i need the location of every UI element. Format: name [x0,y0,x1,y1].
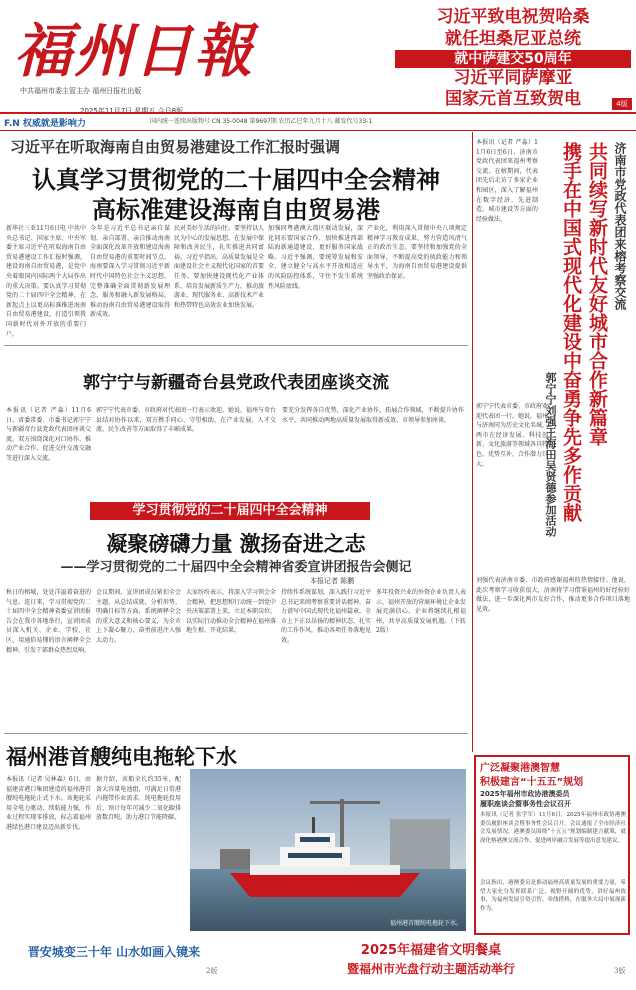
photo-caption: 福州港首艘纯电拖轮下水。 [389,920,462,927]
right-col-text-3: 刘强代表济南市委、市政府感谢福州的热情接待。他说，此次考察学习收获很大，济南将学习借鉴福州的好经验好做法，进一步深化两市友好合作，推动更多合作项目落地见效。 [476,577,630,613]
bay-area-story[interactable] [474,755,630,935]
lead-story[interactable] [0,132,470,344]
port-col-2: 据介绍，该船全长约35米，配备大容量电池组，可满足日常港内拖带作业需求。纯电拖轮投用后，预计每年可减少二氧化碳排放数百吨，助力港口节能降碳。 [96,776,181,822]
right-vertical-sub-1: 济南市党政代表团来榕考察交流 [613,142,627,310]
port-story[interactable] [0,735,470,935]
footer-link-right-line-2: 暨福州市光盘行动主题活动举行 [346,962,515,976]
plenum-col-3: 大家纷纷表示，将深入学习领会全会精神，把思想和行动统一到党中央决策部署上来，立足本职岗位，以实际行动推动全会精神在福州落地生根、开花结果。 [186,589,276,635]
plenum-col-5: 多年投资兴业的外资企业负责人表示，福州开放的营商环境让企业发展充满信心，企业将继续扎根福州，共享高质量发展机遇。（下转2版） [376,589,466,635]
guo-story[interactable] [0,348,470,498]
footer-link-left-text: 晋安城变三十年 山水如画入镜来 [27,945,201,959]
footer-link-right-line-1: 2025年福建省文明餐桌 [360,943,502,958]
divider [4,345,468,346]
guo-col-1: 本报讯（记者 严淼）11月6日，省委常委、市委书记郭宁宁与新疆奇台县党政代表团座谈交流。双方围绕深化对口协作、推动产业合作、促进交往交流交融等进行深入交流。 [6,407,91,462]
lead-col-4: 加强同粤港澳大湾区联动发展，深化同东盟国家合作，加快推进西部陆海新通道建设，更好服务国家战略。习近平强调，要统筹发展和安全，建立健全与高水平开放相适应的风险防控体系，守住不发生系统性风险底线。 [268,225,363,290]
brand-bar [0,112,636,131]
bay-subhead-1: 2025年福州市政协港澳委员 [480,790,570,798]
footer-links [0,938,636,990]
lead-headline-1[interactable]: 认真学习贯彻党的二十届四中全会精神 [32,166,440,194]
right-vertical-headline-1[interactable]: 共同续写新时代友好城市合作新篇章 [586,142,608,446]
footer-link-right[interactable] [230,942,632,980]
right-col-text-2: 郭宁宁代表市委、市政府欢迎代表团一行。她说，福州与济南同为历史文化名城，两市在经济发展、科技创新、文化旅游等领域各具特色、优势互补，合作潜力巨大。 [476,403,548,468]
footer-page-ref-right: 3版 [614,967,626,975]
anniversary-line-1: 习近平同萨摩亚 [453,68,573,88]
top-headlines [395,6,631,50]
anniversary-line-2: 国家元首互致贺电 [445,89,581,109]
issue-info: 国内统一连续出版物号 CN 35-0048 第9697期 农历乙巳年九月十八 邮发代号33-1 [150,118,373,125]
bay-headline-2[interactable]: 积极建言“十五五”规划 [480,777,584,788]
bay-subhead-2: 履职座谈会暨事务性会议召开 [480,800,571,808]
bay-text-1: 本报讯（记者 张学军）11月6日，2025年福州市政协港澳委员履职座谈会暨事务性会议召开。会议通报了全市经济社会发展情况，港澳委员围绕“十五五”规划编制建言献策，就深化榕港澳交流合作、促进两岸融合发展等提出意见建议。 [480,812,626,844]
guo-col-2: 郭宁宁代表市委、市政府对代表团一行表示欢迎。她说，福州与奇台县结对协作以来，双方携手同心、守望相助，在产业发展、人才交流、民生改善等方面取得了丰硕成果。 [96,407,276,434]
right-vertical-headline-2[interactable]: 携手在中国式现代化建设中奋勇争先多作贡献 [560,142,582,522]
plenum-col-2: 会议期间，宣讲团成员紧扣全会主题，从总结成就、分析形势、明确目标等方面，系统阐释全会的重大意义和核心要义，为全市上下凝心聚力、奋勇前进注入强大动力。 [96,589,181,644]
top-headline-1[interactable]: 习近平致电祝贺哈桑 [436,7,590,27]
plenum-byline: 本报记者 陈鹏 [310,577,355,585]
right-vertical-sub-2: 郭宁宁刘强王海田吴贤德参加活动 [544,372,557,537]
bay-headline-1[interactable]: 广泛凝聚港澳智慧 [480,763,560,774]
plenum-banner: 学习贯彻党的二十届四中全会精神 [90,502,370,520]
lead-headline-2[interactable]: 高标准建设海南自由贸易港 [92,196,380,224]
top-headline-2[interactable]: 就任坦桑尼亚总统 [445,29,581,49]
page-count-badge: 4版 [612,98,632,110]
anniversary-box[interactable] [395,50,631,114]
plenum-col-1: 秋日的榕城，处处洋溢着奋进的气息。连日来，学习贯彻党的二十届四中全会精神省委宣讲团报告会在我市各地举行，宣讲团成员深入机关、企业、学校、社区，用通俗易懂的语言阐释全会精神，引发干部群众热烈反响。 [6,589,91,654]
divider [4,733,468,734]
plenum-headline[interactable]: 凝聚磅礴力量 激扬奋进之志 [106,532,366,556]
masthead [0,0,636,115]
guo-col-3: 要充分发挥各自优势，深化产业协作，拓展合作领域，不断提升协作水平，共同推动两地高质量发展取得新成效。市领导参加座谈。 [282,407,464,424]
plenum-section[interactable] [0,500,470,730]
column-divider [472,132,473,752]
bay-text-2: 会议指出，港澳委员是推动福州高质量发展的重要力量，希望大家充分发挥联系广泛、视野开阔的优势，讲好福州故事，为福州发展引资引智、牵线搭桥，在服务大局中展现新作为。 [480,880,626,912]
tugboat-illustration [190,769,466,931]
lead-col-2: 今年是习近平总书记亲自谋划、亲自部署、亲自推动海南全面深化改革开放和建设海南自由贸易港的重要时间节点。海南要深入学习贯彻习近平新时代中国特色社会主义思想，完整准确全面贯彻新发展理念，服务和融入新发展格局，推动海南自由贸易港建设取得新成效。 [90,225,170,319]
lead-kicker: 习近平在听取海南自由贸易港建设工作汇报时强调 [10,138,341,156]
guo-headline[interactable]: 郭宁宁与新疆奇台县党政代表团座谈交流 [83,373,389,393]
footer-link-left[interactable] [4,942,224,980]
footer-page-ref-left: 2版 [206,967,218,975]
tugboat-photo [190,769,466,931]
publisher-line: 中共福州市委主管主办 福州日报社出版 [20,87,142,95]
lead-col-1: 新华社三亚11月6日电 中共中央总书记、国家主席、中央军委主席习近平在听取海南自由贸易港建设工作汇报时强调，建设海南自由贸易港，是党中央着眼国内国际两个大局作出的重大决策。要认真学习贯彻党的二十届四中全会精神，在新起点上以更高标准推进海南自由贸易港建设，打造引领我国新时代对外开放的重要门户。 [6,225,86,338]
anniversary-box-header: 就中萨建交50周年 [395,50,631,68]
lead-col-5: 产业化，利用深入贯彻中央八项规定精神学习教育成果，努力营造风清气正的政治生态。要坚持和加强党的全面领导，不断提高党的执政能力和领导水平，为海南自由贸易港建设提供坚强政治保证。 [367,225,467,280]
plenum-subhead: ——学习贯彻党的二十届四中全会精神省委宣讲团报告会侧记 [60,560,412,575]
port-col-1: 本报讯（记者 吴林森）6日，由福建省港口集团建造的福州港首艘纯电拖轮正式下水。该拖轮采用全电力驱动，续航能力强，作业过程实现零排放，标志着福州港绿色港口建设迈出新步伐。 [6,776,91,831]
lead-col-3: 民对美好生活的向往。要坚持以人民为中心的发展思想，在发展中保障和改善民生，扎实推进共同富裕。习近平指出，高质量发展是全面建设社会主义现代化国家的首要任务。要加快建设现代化产业体系，培育发展新质生产力，推动旅游业、现代服务业、高新技术产业和热带特色高效农业加快发展。 [174,225,264,309]
right-column-story[interactable] [474,132,636,752]
port-headline[interactable]: 福州港首艘纯电拖轮下水 [6,745,237,769]
plenum-col-4: 持续作系统谋划，深入践行习近平总书记来闽考察重要讲话精神，奋力谱写中国式现代化福州篇章。全市上下正以昂扬的精神状态、扎实的工作作风，推动各项任务落地见效。 [281,589,371,644]
newspaper-logo: 福州日報 [14,17,255,85]
date-line: 2025年11月7日 星期五 今日8版 [80,107,184,115]
brand-slogan: F.N 权威就是影响力 [4,119,86,129]
right-col-text-1: 本报讯（记者 严淼）11月6日至6日，济南市党政代表团来福州考察交流。在榕期间，代表团先后走访了多家企业和园区，深入了解福州在数字经济、先进制造、城市建设等方面的经验做法。 [476,139,538,223]
